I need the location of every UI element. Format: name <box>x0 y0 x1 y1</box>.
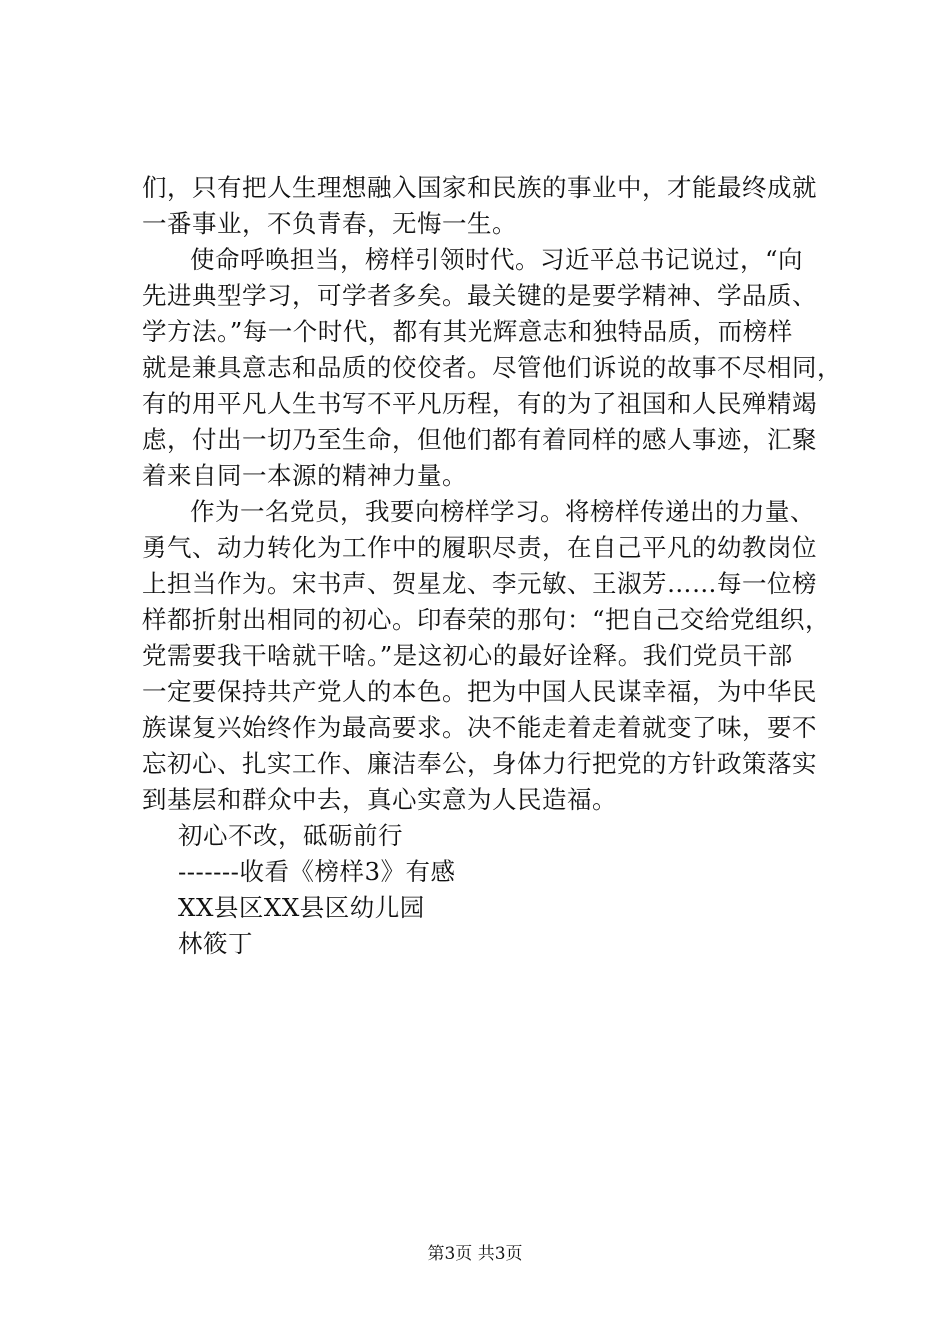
text-line: 们，只有把人生理想融入国家和民族的事业中，才能最终成就 <box>142 173 817 202</box>
text-line: 勇气、动力转化为工作中的履职尽责，在自己平凡的幼教岗位 <box>142 533 817 562</box>
text-line: 有的用平凡人生书写不平凡历程，有的为了祖国和人民殚精竭 <box>142 389 817 418</box>
signature-author: 林筱丁 <box>178 929 253 958</box>
text-line: 样都折射出相同的初心。印春荣的那句：“把自己交给党组织， <box>142 605 831 634</box>
text-line: 忘初心、扎实工作、廉洁奉公，身体力行把党的方针政策落实 <box>142 749 817 778</box>
text-line: 党需要我干啥就干啥。”是这初心的最好诠释。我们党员干部 <box>142 641 793 670</box>
text-line: 虑，付出一切乃至生命，但他们都有着同样的感人事迹，汇聚 <box>142 425 817 454</box>
text-line: 一定要保持共产党人的本色。把为中国人民谋幸福，为中华民 <box>142 677 817 706</box>
text-line: 先进典型学习，可学者多矣。最关键的是要学精神、学品质、 <box>142 281 817 310</box>
text-line: 就是兼具意志和品质的佼佼者。尽管他们诉说的故事不尽相同， <box>142 353 842 382</box>
signature-subtitle: -------收看《榜样3》有感 <box>178 857 456 886</box>
document-body <box>142 170 842 962</box>
signature-title: 初心不改，砥砺前行 <box>178 821 403 850</box>
text-line: 学方法。”每一个时代，都有其光辉意志和独特品质，而榜样 <box>142 317 793 346</box>
signature-organization: XX县区XX县区幼儿园 <box>178 893 425 922</box>
page-number-footer: 第3页 共3页 <box>427 1244 523 1264</box>
text-line: 上担当作为。宋书声、贺星龙、李元敏、王淑芳……每一位榜 <box>142 569 817 598</box>
text-line: 一番事业，不负青春，无悔一生。 <box>142 209 517 238</box>
paragraph-start-line: 作为一名党员，我要向榜样学习。将榜样传递出的力量、 <box>190 497 815 526</box>
text-line: 到基层和群众中去，真心实意为人民造福。 <box>142 785 617 814</box>
paragraph-start-line: 使命呼唤担当，榜样引领时代。习近平总书记说过，“向 <box>190 245 804 274</box>
text-line: 着来自同一本源的精神力量。 <box>142 461 467 490</box>
text-line: 族谋复兴始终作为最高要求。决不能走着走着就变了味，要不 <box>142 713 817 742</box>
